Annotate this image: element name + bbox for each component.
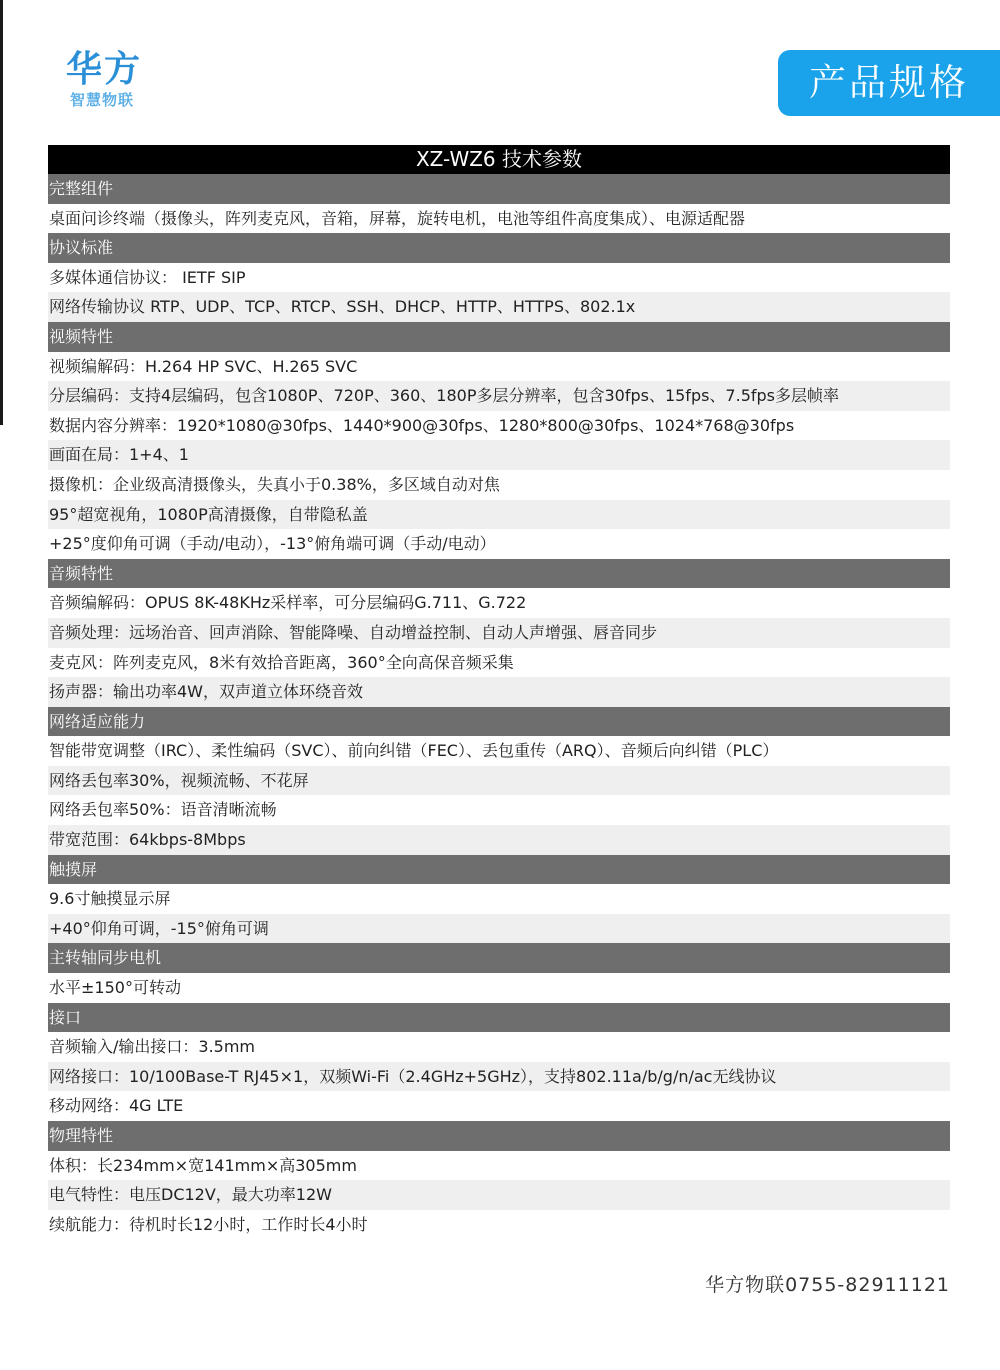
spec-item: 体积：长234mm×宽141mm×高305mm: [48, 1151, 950, 1181]
spec-item: 水平±150°可转动: [48, 973, 950, 1003]
spec-item: +40°仰角可调，-15°俯角可调: [48, 914, 950, 944]
spec-item: 网络丢包率30%，视频流畅、不花屏: [48, 766, 950, 796]
spec-item: 数据内容分辨率：1920*1080@30fps、1440*900@30fps、1280*800@30fps、1024*768@30fps: [48, 411, 950, 441]
spec-item: 智能带宽调整（IRC）、柔性编码（SVC）、前向纠错（FEC）、丢包重传（ARQ）、音频后向纠错（PLC）: [48, 736, 950, 766]
spec-item: 移动网络：4G LTE: [48, 1091, 950, 1121]
spec-item: 视频编解码：H.264 HP SVC、H.265 SVC: [48, 352, 950, 382]
product-spec-badge: 产品规格: [778, 50, 1000, 116]
spec-section-header: 网络适应能力: [48, 707, 950, 737]
spec-item: 电气特性：电压DC12V，最大功率12W: [48, 1180, 950, 1210]
spec-section-header: 协议标准: [48, 233, 950, 263]
spec-item: 带宽范围：64kbps-8Mbps: [48, 825, 950, 855]
left-edge-rule: [0, 0, 3, 425]
spec-section-header: 触摸屏: [48, 855, 950, 885]
footer-contact: 华方物联0755-82911121: [705, 1274, 950, 1296]
spec-item: 麦克风：阵列麦克风，8米有效拾音距离，360°全向高保音频采集: [48, 648, 950, 678]
spec-section-header: 主转轴同步电机: [48, 943, 950, 973]
spec-section-header: 完整组件: [48, 174, 950, 204]
spec-item: 分层编码：支持4层编码，包含1080P、720P、360、180P多层分辨率，包含30fps、15fps、7.5fps多层帧率: [48, 381, 950, 411]
spec-item: +25°度仰角可调（手动/电动），-13°俯角端可调（手动/电动）: [48, 529, 950, 559]
spec-item: 网络丢包率50%：语音清晰流畅: [48, 795, 950, 825]
spec-table: [48, 145, 950, 1239]
spec-item: 画面在局：1+4、1: [48, 440, 950, 470]
spec-item: 网络传输协议 RTP、UDP、TCP、RTCP、SSH、DHCP、HTTP、HTTPS、802.1x: [48, 292, 950, 322]
spec-item: 续航能力：待机时长12小时，工作时长4小时: [48, 1210, 950, 1240]
spec-item: 网络接口：10/100Base-T RJ45×1，双频Wi-Fi（2.4GHz+5GHz），支持802.11a/b/g/n/ac无线协议: [48, 1062, 950, 1092]
spec-section-header: 音频特性: [48, 559, 950, 589]
spec-item: 95°超宽视角，1080P高清摄像，自带隐私盖: [48, 500, 950, 530]
brand-logo: [66, 50, 156, 110]
spec-title: XZ-WZ6 技术参数: [48, 145, 950, 174]
spec-rows: [48, 174, 950, 1239]
spec-item: 多媒体通信协议： IETF SIP: [48, 263, 950, 293]
spec-item: 音频编解码：OPUS 8K-48KHz采样率，可分层编码G.711、G.722: [48, 588, 950, 618]
logo-subtitle: 智慧物联: [70, 91, 135, 109]
spec-section-header: 物理特性: [48, 1121, 950, 1151]
spec-item: 摄像机：企业级高清摄像头，失真小于0.38%，多区域自动对焦: [48, 470, 950, 500]
spec-section-header: 接口: [48, 1003, 950, 1033]
spec-item: 音频处理：远场治音、回声消除、智能降噪、自动增益控制、自动人声增强、唇音同步: [48, 618, 950, 648]
spec-item: 9.6寸触摸显示屏: [48, 884, 950, 914]
spec-item: 扬声器：输出功率4W，双声道立体环绕音效: [48, 677, 950, 707]
logo-brand-name: 华方: [66, 49, 143, 90]
spec-item: 音频输入/输出接口：3.5mm: [48, 1032, 950, 1062]
spec-item: 桌面问诊终端（摄像头，阵列麦克风，音箱，屏幕，旋转电机，电池等组件高度集成）、电源适配器: [48, 204, 950, 234]
spec-section-header: 视频特性: [48, 322, 950, 352]
